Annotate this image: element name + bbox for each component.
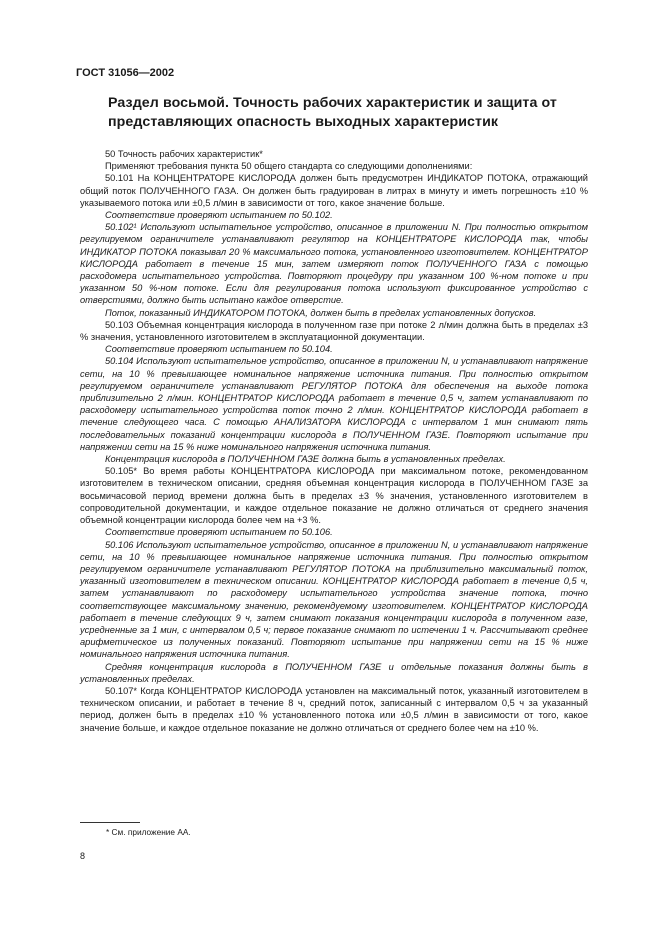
paragraph: 50.103 Объемная концентрация кислорода в полученном газе при потоке 2 л/мин должна быть в пределах ±3 % значения, установленного изготовителем в эксплуатационной документации. — [80, 319, 588, 343]
paragraph: Применяют требования пункта 50 общего стандарта со следующими дополнениями: — [105, 161, 473, 172]
body-text — [80, 148, 588, 734]
page-number: 8 — [80, 851, 86, 861]
paragraph: Средняя концентрация кислорода в ПОЛУЧЕННОМ ГАЗЕ и отдельные показания должны быть в установленных пределах. — [80, 661, 588, 684]
paragraph: Поток, показанный ИНДИКАТОРОМ ПОТОКА, должен быть в пределах установленных допусков. — [105, 307, 537, 318]
footnote-divider — [80, 822, 140, 823]
paragraph: 50.101 На КОНЦЕНТРАТОРЕ КИСЛОРОДА должен быть предусмотрен ИНДИКАТОР ПОТОКА, отражающий общий поток ПОЛУЧЕННОГО ГАЗА. Он должен быть градуирован в литрах в минуту и иметь погрешность ±10 % указываемого потока или ±0,5 л/мин в зависимости от того, какое значение больше. — [80, 173, 588, 208]
section-title: Раздел восьмой. Точность рабочих характеристик и защита от представляющих опасность выходных характеристик — [108, 95, 557, 130]
paragraph: Концентрация кислорода в ПОЛУЧЕННОМ ГАЗЕ должна быть в установленных пределах. — [105, 454, 506, 465]
document-header: ГОСТ 31056—2002 — [76, 67, 175, 79]
paragraph: 50.102¹ Используют испытательное устройство, описанное в приложении N. При полностью открытом регулируемом ограничителе устанавливают регулятор на КОНЦЕНТРАТОРЕ КИСЛОРОДА так, чтобы ИНДИКАТОР ПОТОКА показывал 20 % максимального потока, установленного изготовителем. КОНЦЕНТРАТОР КИСЛОРОДА работает в течение 15 мин, затем измеряют поток ПОЛУЧЕННОГО ГАЗА с помощью расходомера испытательного устройства. Повторяют процедуру при указанном 100 %-ном потоке и при указанном 50 %-ном потоке. Если для регулирования потока используют фиксированное устройство с отверстиями, должно быть испытано каждое отверстие. — [80, 222, 588, 306]
paragraph: Соответствие проверяют испытанием по 50.106. — [105, 527, 333, 538]
paragraph: Соответствие проверяют испытанием по 50.104. — [105, 344, 333, 355]
paragraph: 50.104 Используют испытательное устройство, описанное в приложении N, и устанавливают напряжение сети, на 10 % превышающее номинальное напряжение источника питания. При полностью открытом регулируемом ограничителе устанавливают РЕГУЛЯТОР ПОТОКА для обеспечения на выходе потока приблизительно 2 л/мин. КОНЦЕНТРАТОР КИСЛОРОДА работает в течение 0,5 ч, затем устанавливают по расходомеру испытательного устройства поток точно 2 л/мин. КОНЦЕНТРАТОР КИСЛОРОДА работает в течение следующего часа. С помощью АНАЛИЗАТОРА КИСЛОРОДА с интервалом 1 мин снимают пять последовательных показаний концентрации кислорода в ПОЛУЧЕННОМ ГАЗЕ. Повторяют испытание при напряжении сети на 15 % ниже номинального напряжения источника питания. — [80, 356, 588, 452]
paragraph: 50.107* Когда КОНЦЕНТРАТОР КИСЛОРОДА установлен на максимальный поток, указанный изготовителем в техническом описании, и работает в течение 8 ч, средний поток, записанный с интервалом 0,5 ч за указанный период, должен быть в пределах ±10 % установленного потока или ±0,5 л/мин в зависимости от того, какое значение больше, и каждое отдельное показание не должно отличаться от среднего более чем на ±10 %. — [80, 685, 588, 733]
paragraph: 50.105* Во время работы КОНЦЕНТРАТОРА КИСЛОРОДА при максимальном потоке, рекомендованном изготовителем в техническом описании, средняя объемная концентрация кислорода в ПОЛУЧЕННОМ ГАЗЕ за восьмичасовой период времени должна быть в пределах ±3 % значения, установленного изготовителем в сопроводительной документации, и каждое отдельное показание не должно отличаться от среднего значения объемной концентрации кислорода более чем на +3 %. — [80, 466, 588, 526]
paragraph: 50 Точность рабочих характеристик* — [105, 149, 263, 159]
footnote: * См. приложение АА. — [106, 827, 191, 837]
paragraph: Соответствие проверяют испытанием по 50.102. — [105, 210, 333, 221]
paragraph: 50.106 Используют испытательное устройство, описанное в приложении N, и устанавливают напряжение сети, на 10 % превышающее номинальное напряжение источника питания. При полностью открытом регулируемом ограничителе устанавливают РЕГУЛЯТОР ПОТОКА на приблизительно максимальный поток, указанный изготовителем в техническом описании. КОНЦЕНТРАТОР КИСЛОРОДА работает в течение 0,5 ч, затем устанавливают по расходомеру испытательного устройства значение потока, точно соответствующее максимальному значению, рекомендуемому изготовителем. КОНЦЕНТРАТОР КИСЛОРОДА работает в течение следующих 9 ч, затем снимают показания концентрации кислорода в полученном газе, усредненные за 1 мин, с интервалом 0,5 ч; первое показание снимают по истечении 1 ч. Рассчитывают среднее арифметическое из полученных показаний. Повторяют испытание при напряжении сети на 15 % ниже номинального напряжения источника питания. — [80, 539, 588, 660]
